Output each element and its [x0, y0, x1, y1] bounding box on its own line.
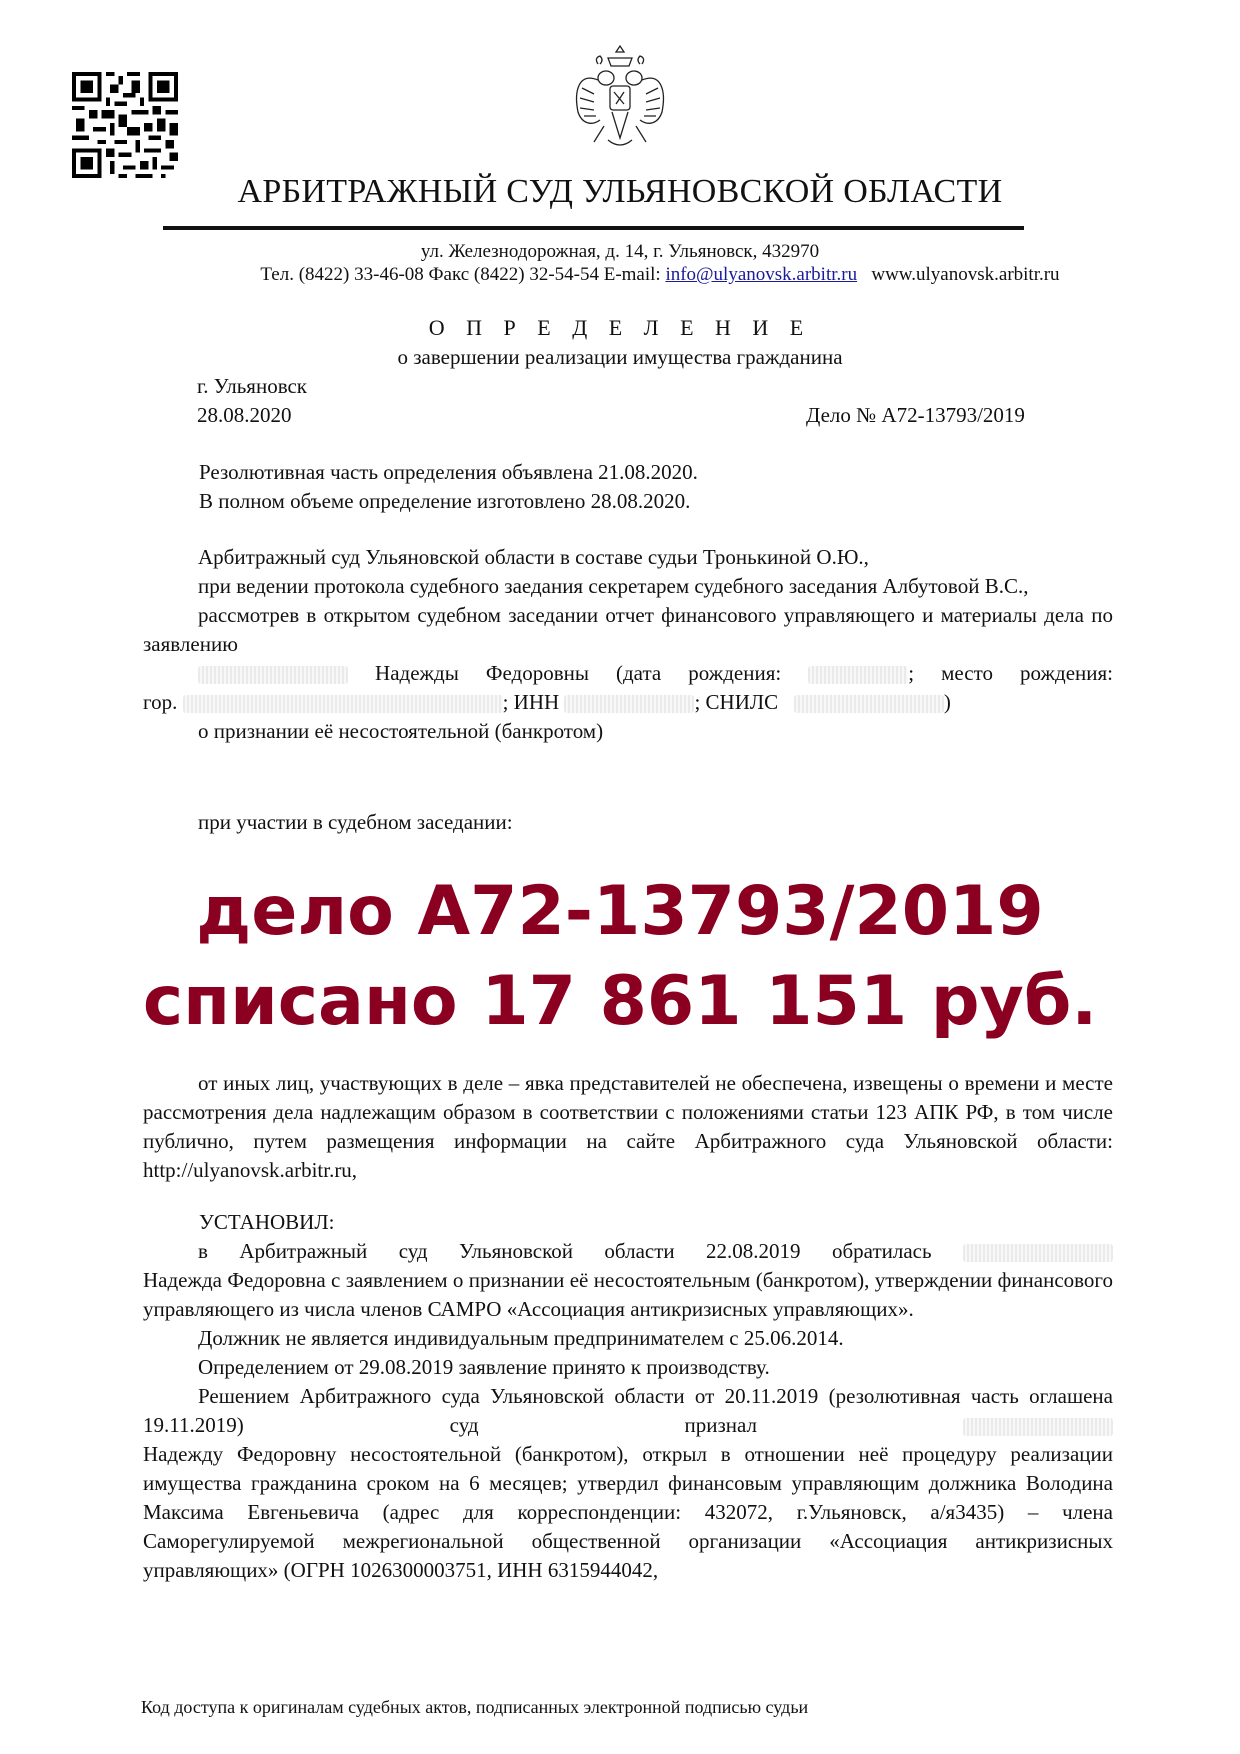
overlay-case-number: дело А72-13793/2019 — [196, 872, 1044, 951]
document-subtitle: о завершении реализации имущества гражданина — [397, 345, 843, 369]
filing-line: в Арбитражный суд Ульяновской области 22.08.2019 обратилась — [143, 1237, 1113, 1266]
produced-line: В полном объеме определение изготовлено 28.08.2020. — [199, 489, 691, 513]
participation-line: при участии в судебном заседании: — [198, 810, 513, 834]
overlay-written-off-amount: списано 17 861 151 руб. — [142, 962, 1098, 1041]
decision-line: Решением Арбитражного суда Ульяновской области от 20.11.2019 (резолютивная часть оглашена 19.11.2019) суд признал — [143, 1384, 1113, 1437]
considered-paragraph: рассмотрев в открытом судебном заседании отчет финансового управляющего и материалы дела по заявлению — [143, 603, 1113, 656]
court-address: ул. Железнодорожная, д. 14, г. Ульяновск, 432970 — [420, 241, 820, 262]
court-contacts — [40, 264, 1240, 286]
not-entrepreneur-paragraph: Должник не является индивидуальным предпринимателем с 25.06.2014. — [198, 1326, 844, 1350]
website-text: www.ulyanovsk.arbitr.ru — [871, 264, 1060, 285]
established-heading: УСТАНОВИЛ: — [199, 1210, 335, 1234]
footer-access-code-note: Код доступа к оригиналам судебных актов, подписанных электронной подписью судьи — [141, 1697, 809, 1717]
established-block — [143, 1237, 1113, 1585]
contacts-phone-fax: Тел. (8422) 33-46-08 Факс (8422) 32-54-54 E-mail: — [260, 264, 666, 285]
filing-paragraph: Надежда Федоровна с заявлением о признании её несостоятельным (банкротом), утверждении финансового управляющего из числа членов САМРО «Ассоциация антикризисных управляющих». — [143, 1268, 1113, 1321]
redacted-surname — [963, 1244, 1113, 1262]
document-date: 28.08.2020 — [197, 403, 292, 427]
redacted-snils — [794, 695, 944, 713]
judge-paragraph: Арбитражный суд Ульяновской области в составе судьи Тронькиной О.Ю., — [198, 545, 869, 569]
russian-coat-of-arms-icon — [568, 42, 672, 154]
document-type: О П Р Е Д Е Л Е Н И Е — [428, 315, 812, 340]
city: г. Ульяновск — [197, 374, 308, 398]
debtor-details-line: гор. ; ИНН ; СНИЛС ) — [143, 690, 951, 714]
secretary-paragraph: при ведении протокола судебного заедания секретарем судебного заседания Албутовой В.С., — [198, 574, 1029, 598]
other-parties-paragraph: от иных лиц, участвующих в деле – явка представителей не обеспечена, извещены о времени и месте рассмотрения дела надлежащим образом в соответствии с положениями статьи 123 АПК РФ, в том числе публично, путем размещения информации на сайте Арбитражного суда Ульяновской области: http://ulyanovsk.arbitr.ru, — [143, 1071, 1113, 1182]
qr-code-icon — [72, 72, 178, 178]
email-link[interactable]: info@ulyanovsk.arbitr.ru — [665, 264, 858, 285]
redacted-inn — [564, 695, 694, 713]
header-divider — [163, 226, 1024, 230]
intro-block — [143, 543, 1113, 746]
redacted-surname — [198, 666, 348, 684]
debtor-line: Надежды Федоровны (дата рождения: ; место рождения: — [143, 659, 1113, 688]
redacted-birthdate — [808, 666, 908, 684]
recognition-paragraph: о признании её несостоятельной (банкротом) — [198, 719, 604, 743]
case-number: Дело № А72-13793/2019 — [806, 403, 1025, 427]
decision-paragraph: Надежду Федоровну несостоятельной (банкротом), открыл в отношении неё процедуру реализации имущества гражданина сроком на 6 месяцев; утвердил финансовым управляющим должника Володина Максима Евгеньевича (адрес для корреспонденции: 432072, г.Ульяновск, а/я3435) – члена Саморегулируемой межрегиональной общественной организации «Ассоциация антикризисных управляющих» (ОГРН 1026300003751, ИНН 6315944042, — [143, 1442, 1113, 1582]
redacted-surname — [963, 1418, 1113, 1436]
redacted-birthplace — [183, 695, 503, 713]
announced-line: Резолютивная часть определения объявлена 21.08.2020. — [199, 460, 698, 484]
accepted-paragraph: Определением от 29.08.2019 заявление принято к производству. — [198, 1355, 770, 1379]
court-name: АРБИТРАЖНЫЙ СУД УЛЬЯНОВСКОЙ ОБЛАСТИ — [237, 173, 1003, 210]
